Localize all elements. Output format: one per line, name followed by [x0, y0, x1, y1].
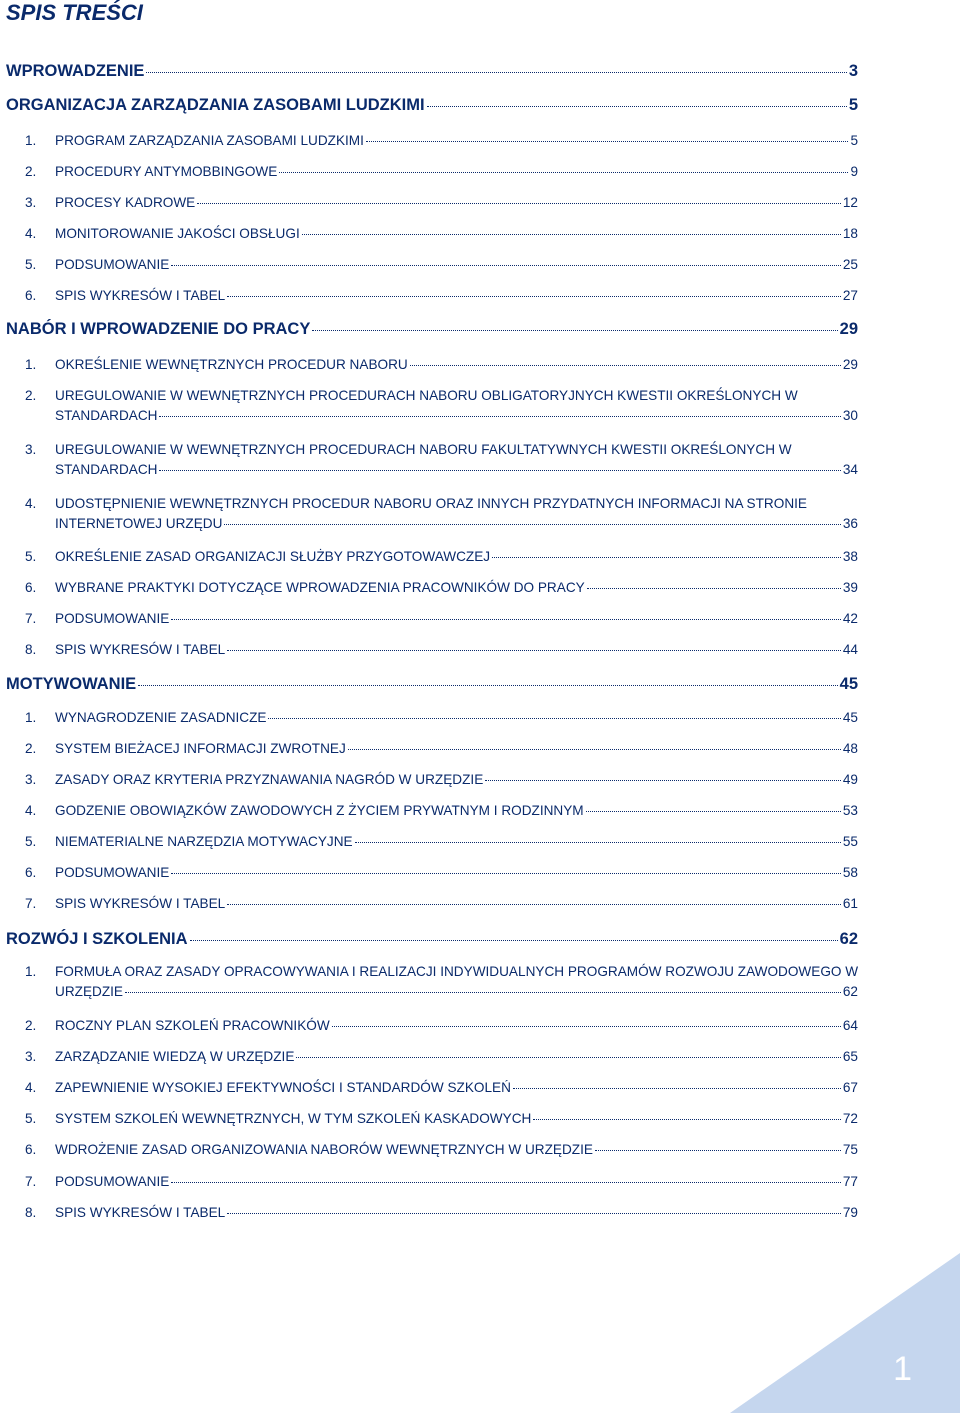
toc-dot-leader [190, 940, 838, 941]
toc-item-title: WYNAGRODZENIE ZASADNICZE [55, 710, 267, 725]
toc-dot-leader [296, 1057, 840, 1058]
toc-item[interactable] [25, 772, 858, 792]
toc-item-page: 36 [842, 516, 858, 531]
toc-dot-leader [533, 1119, 841, 1120]
toc-dot-leader [355, 842, 841, 843]
toc-item-title: PROCESY KADROWE [55, 195, 196, 210]
toc-item-title: SPIS WYKRESÓW I TABEL [55, 896, 226, 911]
toc-item-page: 29 [842, 357, 858, 372]
toc-item-first-line [25, 964, 858, 984]
toc-item-second-line [25, 984, 858, 999]
toc-item-page: 72 [842, 1111, 858, 1126]
toc-item[interactable] [25, 865, 858, 885]
toc-section-heading[interactable] [6, 675, 858, 697]
toc-section-page: 45 [839, 675, 858, 693]
toc-item-title: NIEMATERIALNE NARZĘDZIA MOTYWACYJNE [55, 834, 353, 849]
toc-item-title: ZAPEWNIENIE WYSOKIEJ EFEKTYWNOŚCI I STANDARDÓW SZKOLEŃ [55, 1080, 511, 1095]
toc-item-page: 77 [842, 1174, 858, 1189]
toc-item-page: 67 [842, 1080, 858, 1095]
toc-section-page: 5 [848, 96, 858, 114]
toc-item-page: 65 [842, 1049, 858, 1064]
toc-item[interactable] [25, 1205, 858, 1225]
toc-item-title: WYBRANE PRAKTYKI DOTYCZĄCE WPROWADZENIA PRACOWNIKÓW DO PRACY [55, 580, 585, 595]
toc-item[interactable] [25, 164, 858, 184]
toc-section-heading[interactable] [6, 62, 858, 84]
toc-item-title: PROGRAM ZARZĄDZANIA ZASOBAMI LUDZKIMI [55, 133, 364, 148]
toc-item-number: 6. [25, 865, 37, 880]
toc-item-page: 25 [842, 257, 858, 272]
toc-dot-leader [586, 811, 841, 812]
toc-dot-leader [171, 873, 841, 874]
toc-item-number: 2. [25, 164, 37, 179]
toc-dot-leader [159, 416, 840, 417]
toc-item-page: 75 [842, 1142, 858, 1157]
toc-dot-leader [171, 265, 841, 266]
toc-section-heading[interactable] [6, 96, 858, 118]
toc-item[interactable] [25, 133, 858, 153]
toc-dot-leader [227, 904, 841, 905]
toc-item-page: 53 [842, 803, 858, 818]
toc-section-heading[interactable] [6, 320, 858, 342]
toc-item-title: UREGULOWANIE W WEWNĘTRZNYCH PROCEDURACH NABORU FAKULTATYWNYCH KWESTII OKREŚLONYCH W [55, 442, 792, 457]
toc-item-page: 18 [842, 226, 858, 241]
toc-item-number: 4. [25, 226, 37, 241]
toc-section-title: WPROWADZENIE [6, 62, 145, 80]
toc-item-page: 55 [842, 834, 858, 849]
toc-item[interactable] [25, 288, 858, 308]
toc-item[interactable] [25, 257, 858, 277]
toc-dot-leader [348, 749, 841, 750]
toc-dot-leader [279, 172, 848, 173]
corner-decoration [730, 1253, 960, 1413]
toc-section-title: ROZWÓJ I SZKOLENIA [6, 930, 188, 948]
toc-item-number: 4. [25, 1080, 37, 1095]
toc-item-page: 48 [842, 741, 858, 756]
toc-item-number: 2. [25, 388, 37, 403]
toc-section-heading[interactable] [6, 930, 858, 952]
toc-item-page: 38 [842, 549, 858, 564]
page-number: 1 [893, 1350, 912, 1388]
toc-dot-leader [366, 141, 849, 142]
toc-item[interactable] [25, 1080, 858, 1100]
toc-item-page: 5 [850, 133, 858, 148]
toc-section-title: NABÓR I WPROWADZENIE DO PRACY [6, 320, 311, 338]
toc-dot-leader [146, 72, 846, 73]
toc-item[interactable] [25, 834, 858, 854]
toc-dot-leader [595, 1150, 841, 1151]
page-title: SPIS TREŚCI [6, 0, 143, 25]
toc-item[interactable] [25, 195, 858, 215]
toc-dot-leader [227, 1213, 841, 1214]
toc-item-title: SPIS WYKRESÓW I TABEL [55, 1205, 226, 1220]
toc-item-number: 4. [25, 496, 37, 511]
toc-item-second-line [25, 408, 858, 423]
toc-item-title: FORMUŁA ORAZ ZASADY OPRACOWYWANIA I REALIZACJI INDYWIDUALNYCH PROGRAMÓW ROZWOJU ZAWODOWEGO W [55, 964, 859, 979]
toc-item-page: 27 [842, 288, 858, 303]
toc-item-page: 79 [842, 1205, 858, 1220]
toc-item[interactable] [25, 1174, 858, 1194]
toc-item-title: WDROŻENIE ZASAD ORGANIZOWANIA NABORÓW WEWNĘTRZNYCH W URZĘDZIE [55, 1142, 593, 1157]
toc-item-number: 7. [25, 611, 37, 626]
toc-item[interactable] [25, 964, 858, 1004]
toc-item-title: PODSUMOWANIE [55, 865, 170, 880]
toc-item-title: OKREŚLENIE ZASAD ORGANIZACJI SŁUŻBY PRZYGOTOWAWCZEJ [55, 549, 491, 564]
toc-item-page: 9 [850, 164, 858, 179]
toc-item[interactable] [25, 710, 858, 730]
toc-item-page: 64 [842, 1018, 858, 1033]
toc-item[interactable] [25, 1142, 858, 1162]
toc-item-title: ZASADY ORAZ KRYTERIA PRZYZNAWANIA NAGRÓD W URZĘDZIE [55, 772, 484, 787]
toc-item-page: 34 [842, 462, 858, 477]
toc-item-title: SYSTEM BIEŻACEJ INFORMACJI ZWROTNEJ [55, 741, 346, 756]
toc-dot-leader [332, 1026, 841, 1027]
toc-dot-leader [492, 557, 841, 558]
toc-item-number: 1. [25, 964, 37, 979]
toc-item[interactable] [25, 1111, 858, 1131]
toc-item-page: 44 [842, 642, 858, 657]
toc-item-title: OKREŚLENIE WEWNĘTRZNYCH PROCEDUR NABORU [55, 357, 408, 372]
toc-item-number: 8. [25, 1205, 37, 1220]
toc-item-title: ROCZNY PLAN SZKOLEŃ PRACOWNIKÓW [55, 1018, 330, 1033]
toc-item-number: 5. [25, 549, 37, 564]
toc-item-number: 3. [25, 772, 37, 787]
toc-item-title-continued: URZĘDZIE [55, 984, 123, 999]
toc-item-title: GODZENIE OBOWIĄZKÓW ZAWODOWYCH Z ŻYCIEM PRYWATNYM I RODZINNYM [55, 803, 584, 818]
toc-dot-leader [587, 588, 841, 589]
toc-item-title: MONITOROWANIE JAKOŚCI OBSŁUGI [55, 226, 300, 241]
toc-item-title: PODSUMOWANIE [55, 611, 170, 626]
toc-dot-leader [171, 1182, 841, 1183]
toc-item[interactable] [25, 580, 858, 600]
toc-item-title: PROCEDURY ANTYMOBBINGOWE [55, 164, 278, 179]
toc-dot-leader [224, 524, 840, 525]
toc-item[interactable] [25, 896, 858, 916]
toc-item-title: PODSUMOWANIE [55, 257, 170, 272]
toc-dot-leader [513, 1088, 841, 1089]
toc-item-page: 39 [842, 580, 858, 595]
toc-item-title: UREGULOWANIE W WEWNĘTRZNYCH PROCEDURACH NABORU OBLIGATORYJNYCH KWESTII OKREŚLONYCH W [55, 388, 798, 403]
toc-item-number: 1. [25, 133, 37, 148]
toc-dot-leader [138, 685, 837, 686]
toc-item-number: 8. [25, 642, 37, 657]
toc-dot-leader [227, 650, 841, 651]
toc-dot-leader [227, 296, 841, 297]
toc-item[interactable] [25, 388, 858, 428]
toc-dot-leader [197, 203, 841, 204]
toc-item-number: 5. [25, 834, 37, 849]
toc-item[interactable] [25, 741, 858, 761]
toc-item-number: 1. [25, 357, 37, 372]
toc-item-first-line [25, 442, 858, 462]
toc-item-number: 5. [25, 1111, 37, 1126]
toc-item-second-line [25, 462, 858, 477]
toc-item-title: SYSTEM SZKOLEŃ WEWNĘTRZNYCH, W TYM SZKOLEŃ KASKADOWYCH [55, 1111, 532, 1126]
toc-item-number: 3. [25, 1049, 37, 1064]
toc-item-title: PODSUMOWANIE [55, 1174, 170, 1189]
toc-section-page: 62 [839, 930, 858, 948]
toc-item[interactable] [25, 496, 858, 536]
toc-dot-leader [302, 234, 841, 235]
toc-item-page: 58 [842, 865, 858, 880]
toc-item[interactable] [25, 642, 858, 662]
toc-item-title-continued: STANDARDACH [55, 408, 158, 423]
toc-item[interactable] [25, 357, 858, 377]
toc-dot-leader [427, 106, 847, 107]
toc-item[interactable] [25, 549, 858, 569]
toc-item-number: 5. [25, 257, 37, 272]
toc-item-page: 49 [842, 772, 858, 787]
toc-dot-leader [171, 619, 841, 620]
toc-dot-leader [159, 470, 840, 471]
toc-dot-leader [485, 780, 841, 781]
toc-item-title: SPIS WYKRESÓW I TABEL [55, 642, 226, 657]
toc-item-number: 7. [25, 896, 37, 911]
toc-item-number: 6. [25, 1142, 37, 1157]
toc-item-title: UDOSTĘPNIENIE WEWNĘTRZNYCH PROCEDUR NABORU ORAZ INNYCH PRZYDATNYCH INFORMACJI NA STRONIE [55, 496, 807, 511]
toc-item-number: 6. [25, 288, 37, 303]
toc-item-number: 1. [25, 710, 37, 725]
toc-dot-leader [410, 365, 841, 366]
toc-item-first-line [25, 496, 858, 516]
toc-item-page: 61 [842, 896, 858, 911]
toc-item-page: 45 [842, 710, 858, 725]
toc-item[interactable] [25, 1018, 858, 1038]
toc-section-page: 3 [848, 62, 858, 80]
toc-item-number: 3. [25, 442, 37, 457]
toc-item[interactable] [25, 226, 858, 246]
toc-section-title: ORGANIZACJA ZARZĄDZANIA ZASOBAMI LUDZKIMI [6, 96, 425, 114]
toc-item-number: 2. [25, 1018, 37, 1033]
toc-item-title: SPIS WYKRESÓW I TABEL [55, 288, 226, 303]
toc-item-title-continued: INTERNETOWEJ URZĘDU [55, 516, 223, 531]
toc-dot-leader [268, 718, 840, 719]
toc-item[interactable] [25, 442, 858, 482]
toc-item-title-continued: STANDARDACH [55, 462, 158, 477]
toc-item-number: 6. [25, 580, 37, 595]
toc-item-number: 2. [25, 741, 37, 756]
toc-item-page: 42 [842, 611, 858, 626]
toc-item-number: 7. [25, 1174, 37, 1189]
toc-item[interactable] [25, 1049, 858, 1069]
toc-item-title: ZARZĄDZANIE WIEDZĄ W URZĘDZIE [55, 1049, 295, 1064]
toc-item[interactable] [25, 803, 858, 823]
toc-item-second-line [25, 516, 858, 531]
toc-item-page: 12 [842, 195, 858, 210]
toc-item-page: 62 [842, 984, 858, 999]
toc-item[interactable] [25, 611, 858, 631]
toc-dot-leader [125, 992, 841, 993]
toc-section-title: MOTYWOWANIE [6, 675, 137, 693]
toc-dot-leader [312, 330, 837, 331]
toc-item-number: 4. [25, 803, 37, 818]
toc-section-page: 29 [839, 320, 858, 338]
toc-item-page: 30 [842, 408, 858, 423]
toc-item-number: 3. [25, 195, 37, 210]
toc-item-first-line [25, 388, 858, 408]
